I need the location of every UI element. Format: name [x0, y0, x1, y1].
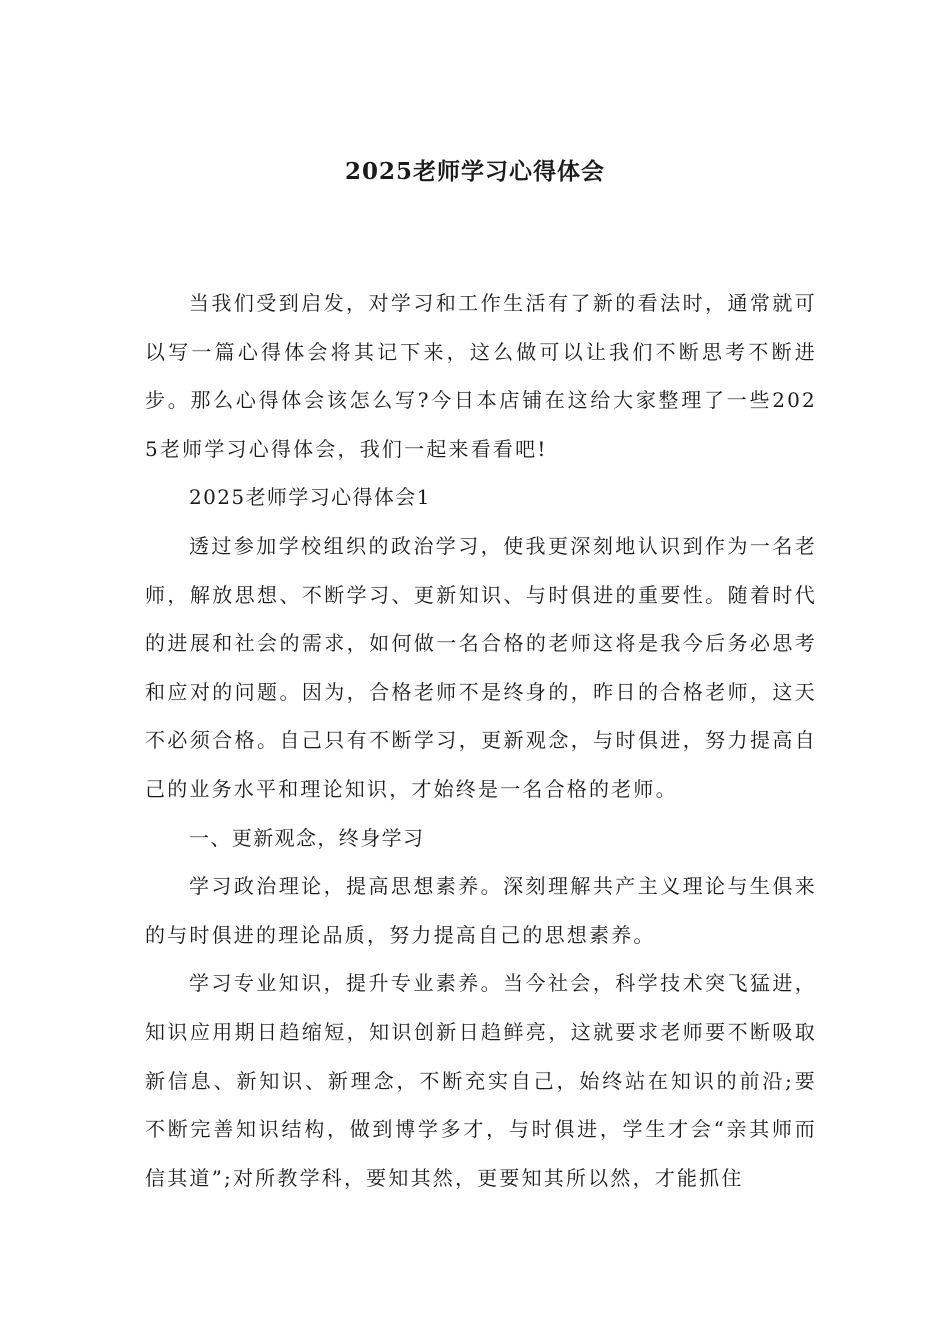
body-paragraph: 透过参加学校组织的政治学习，使我更深刻地认识到作为一名老师，解放思想、不断学习、更新知识、与时俱进的重要性。随着时代的进展和社会的需求，如何做一名合格的老师这将是我今后务必思考和应对的问题。因为，合格老师不是终身的，昨日的合格老师，这天不必须合格。自己只有不断学习，更新观念，与时俱进，努力提高自己的业务水平和理论知识，才始终是一名合格的老师。 — [145, 533, 817, 801]
body-paragraph: 学习专业知识，提升专业素养。当今社会，科学技术突飞猛进，知识应用期日趋缩短，知识创新日趋鲜亮，这就要求老师要不断吸取新信息、新知识、新理念，不断充实自己，始终站在知识的前沿;要不断完善知识结构，做到博学多才，与时俱进，学生才会“亲其师而信其道”;对所教学科，要知其然，更要知其所以然，才能抓住 — [145, 971, 817, 1190]
document-body — [145, 279, 817, 1202]
section-heading: 2025老师学习心得体会1 — [189, 485, 431, 510]
body-paragraph: 学习政治理论，提高思想素养。深刻理解共产主义理论与生俱来的与时俱进的理论品质，努力提高自己的思想素养。 — [145, 874, 817, 947]
document-title: 2025老师学习心得体会 — [344, 158, 605, 185]
subsection-heading: 一、更新观念，终身学习 — [189, 825, 425, 850]
intro-paragraph: 当我们受到启发，对学习和工作生活有了新的看法时，通常就可以写一篇心得体会将其记下来，这么做可以让我们不断思考不断进步。那么心得体会该怎么写?今日本店铺在这给大家整理了一些2025老师学习心得体会，我们一起来看看吧! — [145, 291, 817, 461]
